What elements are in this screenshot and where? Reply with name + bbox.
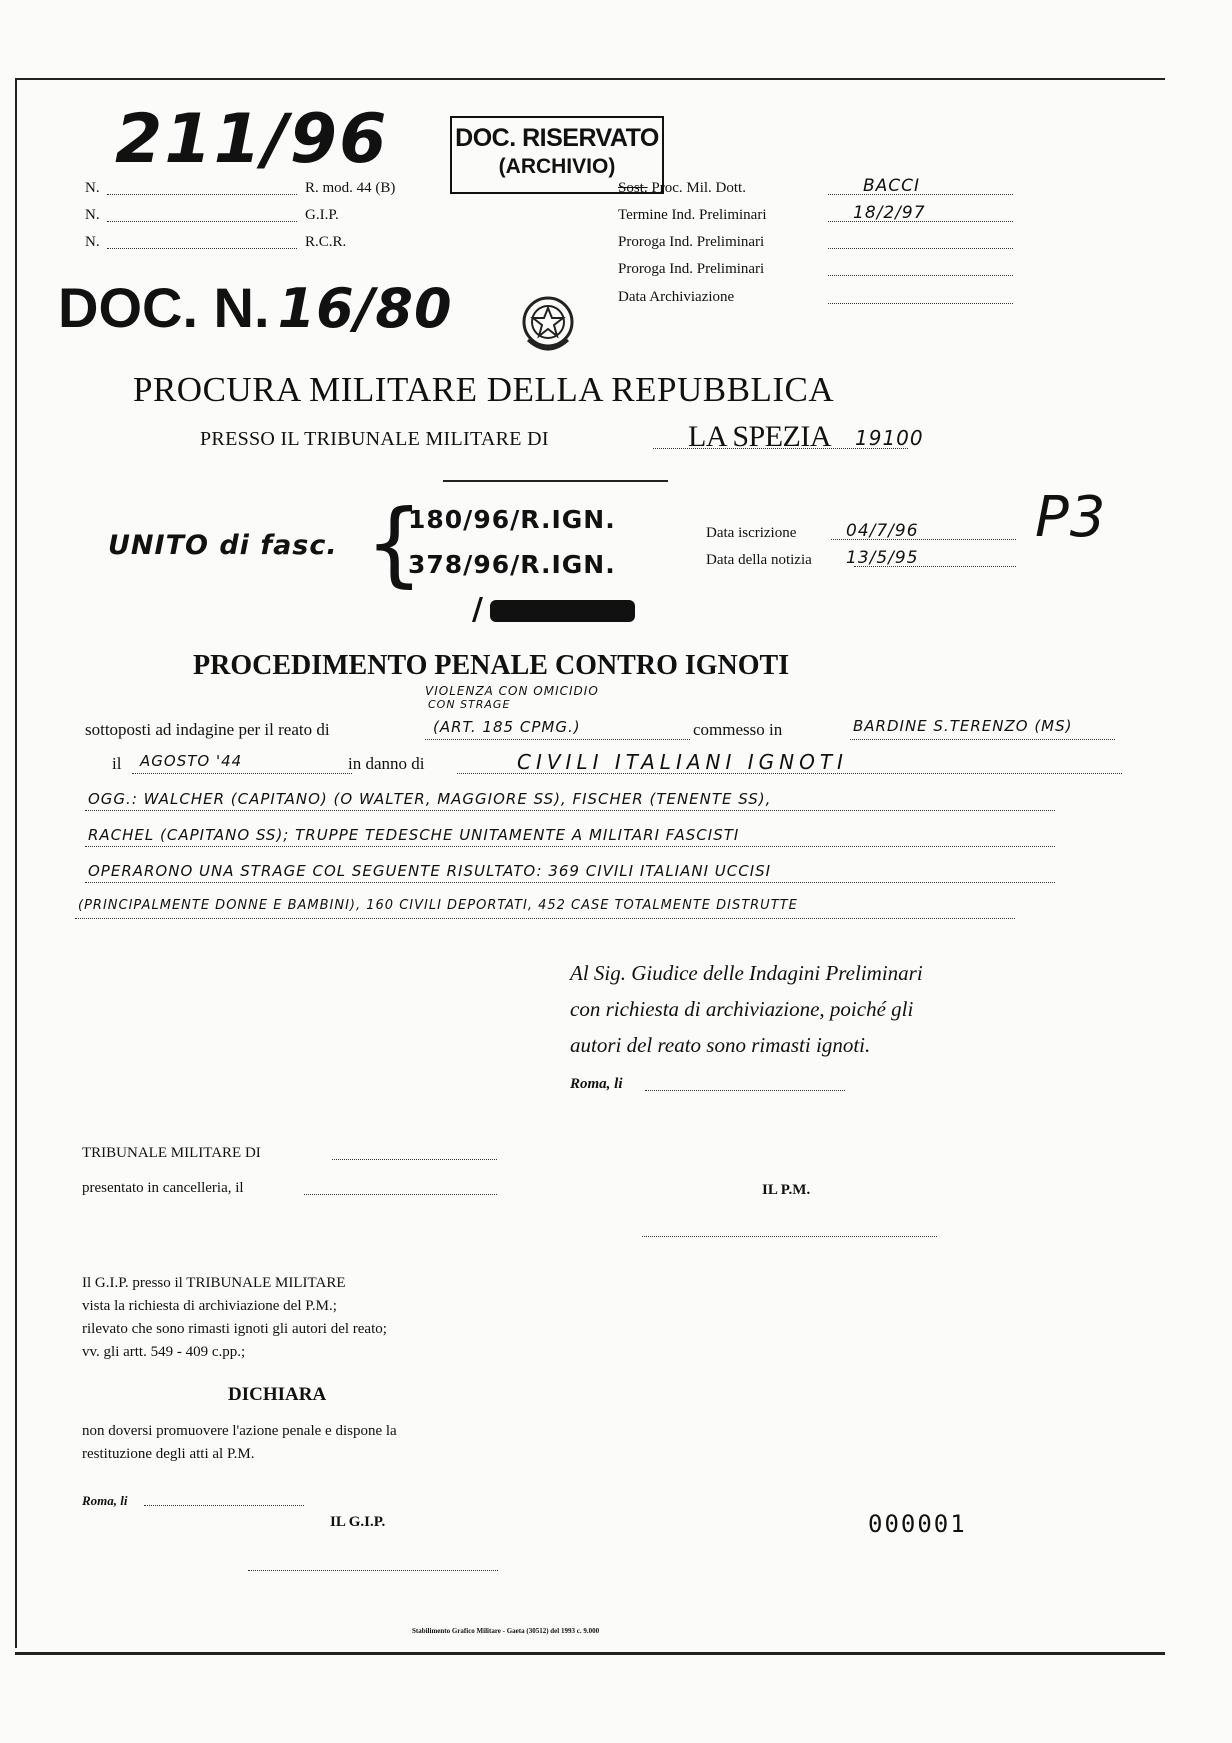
joined-item-2: 378/96/R.IGN. (408, 550, 616, 579)
gip-signature-label: IL G.I.P. (330, 1514, 386, 1530)
stamp-line-2: (ARCHIVIO) (498, 155, 616, 178)
field-term: Termine Ind. Preliminari 18/2/97 (618, 207, 1018, 224)
pm-label: IL P.M. (762, 1182, 811, 1198)
detail-line-1: OGG.: WALCHER (CAPITANO) (O WALTER, MAGGIORE SS), FISCHER (TENENTE SS), (88, 790, 772, 808)
detail-line-2: RACHEL (CAPITANO SS); TRUPPE TEDESCHE UNITAMENTE A MILITARI FASCISTI (88, 826, 740, 844)
doc-number-prefix: DOC. N. (58, 276, 270, 339)
decision-line-1: non doversi promuovere l'azione penale e dispone la (82, 1423, 397, 1439)
body-line-2: il AGOSTO '44 in danno di CIVILI ITALIANI IGNOTI (112, 754, 1132, 774)
crime-article: (ART. 185 CPMG.) (433, 718, 581, 736)
declare-heading: DICHIARA (228, 1384, 327, 1405)
crime-note-1: VIOLENZA CON OMICIDIO (425, 684, 599, 698)
doc-number-value: 16/80 (277, 277, 453, 340)
detail-rule-2 (85, 846, 1055, 847)
detail-line-4: (PRINCIPALMENTE DONNE E BAMBINI), 160 CIVILI DEPORTATI, 452 CASE TOTALMENTE DISTRUTTE (78, 898, 798, 913)
proceeding-heading: PROCEDIMENTO PENALE CONTRO IGNOTI (193, 650, 790, 681)
register-row-1: N. R. mod. 44 (B) (85, 180, 396, 196)
date-notice: Data della notizia 13/5/95 (706, 552, 1026, 569)
field-extension-1: Proroga Ind. Preliminari (618, 234, 1018, 251)
detail-rule-4 (75, 918, 1015, 919)
office-divider (443, 480, 668, 482)
gip-line-4: vv. gli artt. 549 - 409 c.pp.; (82, 1344, 246, 1360)
crime-victims: CIVILI ITALIANI IGNOTI (517, 750, 848, 774)
decision-block (82, 1420, 397, 1466)
printer-footer: Stabilimento Grafico Militare - Gaeta (30512) del 1993 c. 9.000 (412, 1627, 600, 1635)
top-border-line (15, 78, 1165, 80)
field-prosecutor: Sost. Proc. Mil. Dott. BACCI (618, 180, 1018, 197)
decision-line-2: restituzione degli atti al P.M. (82, 1446, 255, 1462)
page-number: 000001 (868, 1510, 967, 1538)
filed-line: presentato in cancelleria, il (82, 1180, 502, 1197)
stamp-line-1: DOC. RISERVATO (455, 124, 659, 152)
joined-brace: { (365, 490, 425, 597)
request-line-1: Al Sig. Giudice delle Indagini Preliminari (570, 961, 923, 985)
crime-place: BARDINE S.TERENZO (MS) (853, 717, 1073, 735)
gip-block (82, 1272, 387, 1364)
request-line-2: con richiesta di archiviazione, poiché gli (570, 997, 914, 1021)
joined-slash: / (472, 592, 484, 627)
gip-line-2: vista la richiesta di archiviazione del P.M.; (82, 1298, 337, 1314)
office-city-code: 19100 (855, 426, 924, 450)
field-extension-2: Proroga Ind. Preliminari (618, 261, 1018, 278)
crime-date: AGOSTO '44 (140, 752, 243, 770)
date-registration: Data iscrizione 04/7/96 (706, 525, 1026, 542)
tribunal-line: TRIBUNALE MILITARE DI (82, 1145, 502, 1162)
left-border-line (15, 78, 17, 1648)
margin-mark: P3 (1035, 485, 1107, 550)
republic-emblem-icon (518, 290, 578, 360)
office-title: PROCURA MILITARE DELLA REPUBBLICA (133, 370, 835, 409)
field-archive-date: Data Archiviazione (618, 289, 1018, 306)
office-city: LA SPEZIA (688, 420, 832, 453)
detail-rule-1 (85, 810, 1055, 811)
redacted-mark (490, 600, 635, 622)
gip-signature-line (248, 1570, 498, 1571)
detail-line-3: OPERARONO UNA STRAGE COL SEGUENTE RISULTATO: 369 CIVILI ITALIANI UCCISI (88, 862, 772, 880)
body-line-1: sottoposti ad indagine per il reato di (ART. 185 CPMG.) commesso in BARDINE S.TERENZO (MS) (85, 720, 1135, 740)
joined-item-1: 180/96/R.IGN. (408, 505, 616, 534)
register-row-3: N. R.C.R. (85, 234, 347, 250)
doc-number (58, 275, 453, 340)
gip-line-1: Il G.I.P. presso il TRIBUNALE MILITARE (82, 1275, 346, 1291)
register-row-2: N. G.I.P. (85, 207, 339, 223)
joined-label: UNITO di fasc. (108, 530, 338, 561)
detail-rule-3 (85, 882, 1055, 883)
request-place-date: Roma, li (570, 1076, 870, 1093)
pm-signature-line (642, 1236, 937, 1237)
gip-place-date: Roma, li (82, 1493, 342, 1509)
office-subtitle-row: PRESSO IL TRIBUNALE MILITARE DI LA SPEZIA 19100 (200, 420, 924, 453)
crime-note-2: CON STRAGE (428, 698, 511, 711)
gip-line-3: rilevato che sono rimasti ignoti gli autori del reato; (82, 1321, 387, 1337)
handwritten-file-number: 211/96 (115, 100, 389, 179)
request-line-3: autori del reato sono rimasti ignoti. (570, 1033, 871, 1057)
request-block (570, 955, 923, 1063)
bottom-border-line (15, 1652, 1165, 1655)
